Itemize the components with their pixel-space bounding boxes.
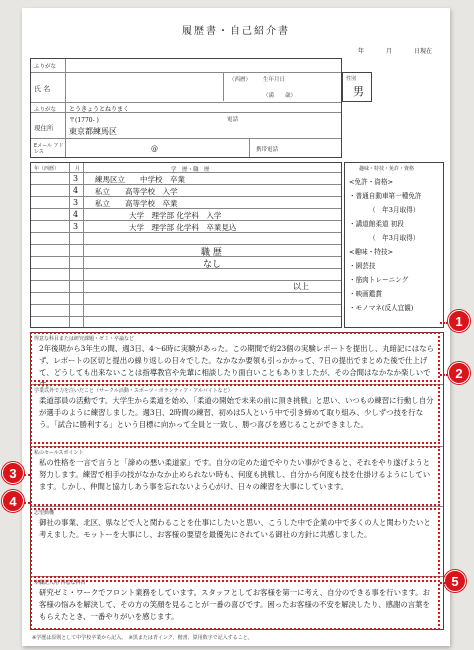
callout-badge-3: 3 xyxy=(2,462,24,484)
email-at: @ xyxy=(151,145,158,153)
address-furigana-label: ふりがな xyxy=(34,107,57,113)
postal-code: 〒(1770- ) xyxy=(69,117,99,124)
history-text: 私立 高等学校 入学 xyxy=(95,187,178,196)
section-label: 得意な科目または研究課題・ゼミ・卒論など xyxy=(34,336,135,342)
leader-line-3 xyxy=(24,474,30,476)
history-row xyxy=(31,221,341,233)
history-month: 3 xyxy=(73,174,79,183)
section-label: 志望動機 xyxy=(34,510,55,516)
hobby-line: ・講道館柔道 初段 xyxy=(349,220,404,228)
address-furigana-row xyxy=(31,103,341,113)
history-row xyxy=(31,185,341,197)
callout-badge-2: 2 xyxy=(448,362,470,384)
date-day: 日現在 xyxy=(413,48,432,55)
mobile-label: 携帯電話 xyxy=(256,147,279,153)
leader-line-1 xyxy=(440,322,448,324)
hobby-line: <免許・資格> xyxy=(349,178,394,186)
hobby-line: ・普通自動車第一種免許 xyxy=(349,192,422,200)
gender-value: 男 xyxy=(353,85,364,98)
blank-row xyxy=(31,269,341,281)
blank-row xyxy=(31,233,341,245)
label-divider xyxy=(65,59,66,157)
date-month: 月 xyxy=(385,48,392,55)
blank-row xyxy=(31,305,341,317)
age-label: （満 歳） xyxy=(263,93,297,99)
hobbies-list xyxy=(349,175,441,315)
col-title: 学 歴・職 歴 xyxy=(171,167,210,173)
hobbies-label: 趣味・特技・免許・資格 xyxy=(359,166,415,172)
gender-label: 性別 xyxy=(346,76,357,82)
highlight-box-4 xyxy=(30,508,440,578)
section-text: 2年後期から3年生の間、週3日、4～6時に実験があった。この期間で約23個の実験レポートを提出し、丸暗記にはならず、レポートの区切と提出の線り返しの日々でした。なかなか要領も引っかかって、7日の提出でまとめた後で仕上げて、どうしても出来ないことは指導教官や先輩に相談したり面白いこともありましたが、その合間はなかなか楽しいです。 xyxy=(39,344,434,389)
address-furigana-value: とうきょうとねりまく xyxy=(69,106,130,113)
section-label: 私のセールスポイント xyxy=(34,450,84,456)
end-mark: 以上 xyxy=(293,282,309,291)
callout-badge-4: 4 xyxy=(2,490,24,512)
section-text: 研究ゼミ・ワークでフロント業務をしています。スタッフとしてお客様を第一に考え、自分のできる事を行います。お客様の悩みを解決して、その方の笑顔を見ることが一番の喜びです。困ったお客様の不安を解決したり、感謝の言葉をもらえたとき、一番やりがいを感じます。 xyxy=(39,588,430,621)
email-label: Eメール アドレス xyxy=(34,143,64,155)
address-label: 現住所 xyxy=(34,124,54,132)
work-value: なし xyxy=(203,260,222,270)
name-row xyxy=(31,73,341,103)
birth-label: 生年月日 xyxy=(263,77,286,83)
hobby-line: （ 年3月取得） xyxy=(369,206,420,214)
history-header xyxy=(31,163,341,173)
history-table xyxy=(30,162,342,328)
leader-line-4 xyxy=(24,502,30,504)
history-month: 4 xyxy=(73,186,79,195)
gender-box xyxy=(342,72,372,102)
section-label: 学業以外で力を注いだこと（サークル活動・スポーツ・ボランティア・アルバイトなど） xyxy=(34,388,233,394)
highlight-box-3 xyxy=(30,446,440,506)
hobby-line: ・筋肉トレーニング xyxy=(349,276,409,284)
work-value-row xyxy=(31,257,341,269)
history-row xyxy=(31,173,341,185)
callout-badge-5: 5 xyxy=(444,570,466,592)
section-label: 本欄記入用 得意な科目 xyxy=(34,580,86,586)
address-row xyxy=(31,113,341,139)
history-month: 3 xyxy=(73,198,79,207)
history-text: 大学 理学部 化学科 卒業見込 xyxy=(129,223,237,232)
section-text: 私の性格を一言で言うと「諦めの悪い柔道家」です。自分の定めた道でやりたい事ができると、それをやり遂げようと努力します。練習で相手の技がなかなか止められない時も、何度も挑戦し、自分から何度も技を仕掛けるようにしています。しかし、仲間と協力しあう事を忘れないよう心がけ、日々の練習を大事にしています。 xyxy=(39,458,431,491)
footer-note: ※学歴は原則として中学校卒業から記入。 ※黒または青インク、楷書、算用数字で記入すること。 xyxy=(32,635,253,641)
mobile-divider xyxy=(249,139,250,157)
birth-era: （西暦） xyxy=(229,77,252,83)
date-year: 年 xyxy=(357,48,364,55)
history-month: 3 xyxy=(73,222,79,231)
history-text: 練馬区立 中学校 卒業 xyxy=(95,175,185,184)
hobby-line: <趣味・特技> xyxy=(349,248,394,256)
highlight-box-2 xyxy=(30,384,440,444)
name-label: 氏 名 xyxy=(34,85,51,93)
section-text: 御社の事業、北区、県などで人と関わることを仕事にしたいと思い、こうした中で企業の中で多くの人と関わりたいと考えました。モットーを大事にし、お客様の要望を最優先にされている御社の方針に共感しました。 xyxy=(39,518,431,539)
section-text: 柔道部員の活動です。大学生から柔道を始め、「柔道の開始で未来の前に頂き挑戦」と思い、いつもの練習に行動し自分が選手のように練習しました。週3日、2時間の練習、初めは5人という中で引き締めて取り組み、少しずつ技を行なう。「試合に勝利する」という目標に向かって全員と一致し、勝つ喜びを感じることができました。 xyxy=(39,396,434,429)
furigana-row xyxy=(31,59,341,73)
hobby-line: ・モノマネ(反人宜観) xyxy=(349,304,414,312)
end-row xyxy=(31,281,341,293)
email-row xyxy=(31,139,341,159)
blank-row xyxy=(31,293,341,305)
hobby-line: ・園芸技 xyxy=(349,262,376,270)
callout-badge-1: 1 xyxy=(448,310,470,332)
history-row xyxy=(31,197,341,209)
col-year: 年（西暦） xyxy=(34,166,60,172)
work-title-row xyxy=(31,245,341,257)
history-row xyxy=(31,209,341,221)
hobby-line: （ 年3月取得） xyxy=(369,234,420,242)
history-text: 私立 高等学校 卒業 xyxy=(95,199,178,208)
address-value: 東京都練馬区 xyxy=(69,127,117,136)
work-title: 職 歴 xyxy=(201,248,222,258)
hobbies-box xyxy=(344,162,444,328)
page-title: 履歴書・自己紹介書 xyxy=(182,26,290,37)
phone-label: 電話 xyxy=(227,117,239,123)
history-month: 4 xyxy=(73,210,79,219)
leader-line-2 xyxy=(440,374,448,376)
personal-info-grid xyxy=(30,58,342,158)
hobby-line: ・映画鑑賞 xyxy=(349,290,382,298)
highlight-box-5 xyxy=(30,580,440,630)
date-line xyxy=(358,46,432,55)
history-text: 大学 理学部 化学科 入学 xyxy=(129,211,222,220)
birth-divider xyxy=(223,73,224,101)
leader-line-5 xyxy=(440,582,446,584)
furigana-label: ふりがな xyxy=(34,64,57,70)
col-month: 月 xyxy=(75,166,81,172)
highlight-box-1 xyxy=(30,332,440,389)
